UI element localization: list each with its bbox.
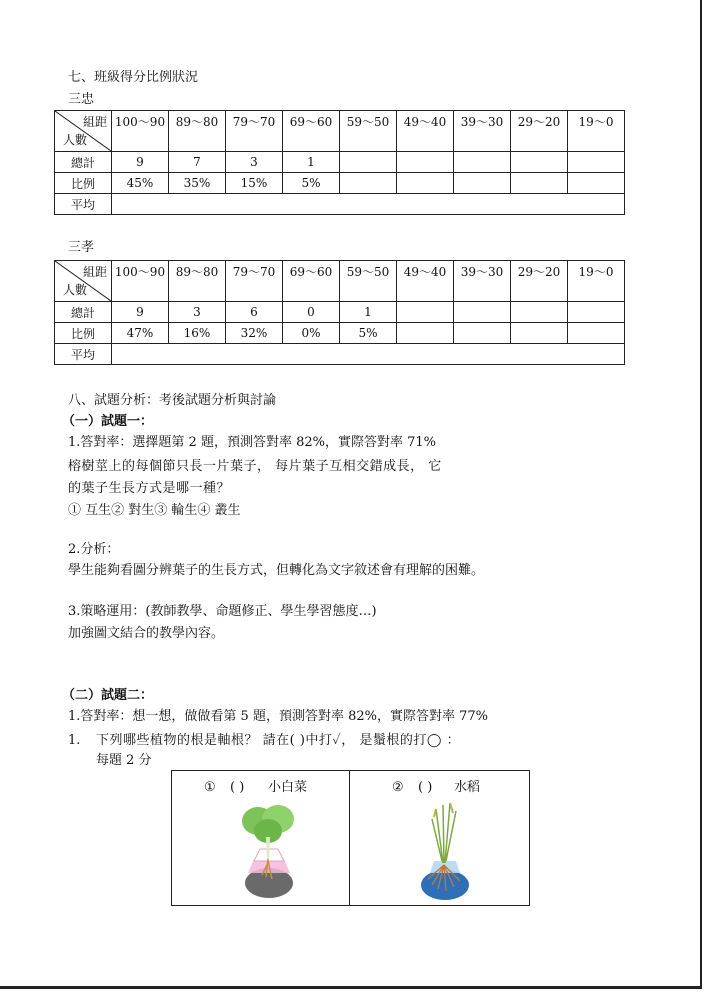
- table-cell: 35%: [169, 173, 226, 194]
- section7-heading: 七、班級得分比例狀況: [68, 70, 199, 85]
- range-header: 89～80: [169, 261, 226, 302]
- cabbage-image: [232, 801, 302, 901]
- range-header: 19～0: [568, 261, 625, 302]
- q1-question-line2: 的葉子生長方式是哪一種？: [68, 481, 231, 496]
- table-header-row: [55, 261, 625, 302]
- range-header: 69～60: [283, 111, 340, 152]
- corner-bottom-label: 人數: [63, 283, 88, 297]
- q1-analysis: 學生能夠看圖分辨葉子的生長方式，但轉化為文字敘述會有理解的困難。: [68, 563, 485, 578]
- table-cell: 5%: [283, 173, 340, 194]
- table-cell: 9: [112, 302, 169, 323]
- rice-plant-image: [410, 801, 480, 901]
- class-name-1: 三忠: [68, 92, 95, 107]
- range-header: 19～0: [568, 111, 625, 152]
- table-cell: 7: [169, 152, 226, 173]
- table-cell: 1: [340, 302, 397, 323]
- table-cell: [454, 152, 511, 173]
- table-cell: [454, 173, 511, 194]
- corner-cell: [55, 261, 112, 302]
- q1-title: （一）試題一：: [62, 414, 154, 429]
- row-label: 總計: [55, 152, 112, 173]
- range-header: 59～50: [340, 261, 397, 302]
- q1-strategy: 加強圖文結合的教學內容。: [68, 626, 225, 641]
- plant-name: 小白菜: [268, 780, 308, 795]
- table-cell: 0: [283, 302, 340, 323]
- table-row: [55, 194, 625, 215]
- q2-question-line1: 下列哪些植物的根是軸根？ 請在( )中打✓， 是鬚根的打◯ ：: [96, 733, 461, 748]
- table-cell: [397, 173, 454, 194]
- table-cell: [397, 152, 454, 173]
- corner-cell: [55, 111, 112, 152]
- table-cell: [511, 173, 568, 194]
- plant-answer-paren[interactable]: ( ): [418, 780, 433, 795]
- range-header: 79～70: [226, 111, 283, 152]
- table-cell: [340, 152, 397, 173]
- q1-strategy-label: 3.策略運用：(教師教學、命題修正、學生學習態度…): [68, 604, 377, 619]
- q2-question-line2: 每題 2 分: [96, 753, 152, 768]
- table-cell: 15%: [226, 173, 283, 194]
- table-cell: [568, 173, 625, 194]
- table-cell: [454, 302, 511, 323]
- row-label: 平均: [55, 194, 112, 215]
- table-cell: 45%: [112, 173, 169, 194]
- grade-table-2: [54, 260, 625, 365]
- range-header: 39～30: [454, 111, 511, 152]
- plant-number: ①: [204, 780, 216, 795]
- plant-cell-2: [350, 771, 529, 905]
- q1-options: ① 互生② 對生③ 輪生④ 叢生: [68, 503, 241, 518]
- table-cell: 5%: [340, 323, 397, 344]
- q1-rate: 1.答對率：選擇題第 2 題，預測答對率 82%，實際答對率 71%: [68, 435, 436, 450]
- range-header: 79～70: [226, 261, 283, 302]
- q2-title: （二）試題二：: [62, 688, 154, 703]
- section8-heading: 八、試題分析：考後試題分析與討論: [68, 393, 277, 408]
- row-label: 平均: [55, 344, 112, 365]
- table-row: [55, 302, 625, 323]
- table-row: [55, 152, 625, 173]
- plant-cell-1: [172, 771, 349, 905]
- range-header: 39～30: [454, 261, 511, 302]
- table-cell: [511, 302, 568, 323]
- plant-image-box: [171, 770, 530, 906]
- table-cell: [568, 302, 625, 323]
- q1-question-line1: 榕樹莖上的每個節只長一片葉子， 每片葉子互相交錯成長， 它: [68, 459, 442, 474]
- row-label: 比例: [55, 323, 112, 344]
- table-cell: 0%: [283, 323, 340, 344]
- plant-name: 水稻: [454, 780, 481, 795]
- table-cell: 1: [283, 152, 340, 173]
- table-row: [55, 173, 625, 194]
- table-cell: [340, 173, 397, 194]
- corner-bottom-label: 人數: [63, 133, 88, 147]
- table-cell: 32%: [226, 323, 283, 344]
- row-label: 總計: [55, 302, 112, 323]
- corner-top-label: 組距: [82, 115, 107, 129]
- range-header: 100～90: [112, 111, 169, 152]
- range-header: 89～80: [169, 111, 226, 152]
- table-cell: 6: [226, 302, 283, 323]
- range-header: 29～20: [511, 261, 568, 302]
- table-cell: [397, 302, 454, 323]
- range-header: 100～90: [112, 261, 169, 302]
- row-label: 比例: [55, 173, 112, 194]
- table-cell: 47%: [112, 323, 169, 344]
- q1-analysis-label: 2.分析：: [68, 542, 120, 557]
- q2-question-num: 1.: [68, 733, 81, 748]
- table-row: [55, 323, 625, 344]
- grade-table-1: [54, 110, 625, 215]
- table-cell: [511, 323, 568, 344]
- range-header: 59～50: [340, 111, 397, 152]
- table-cell: 3: [169, 302, 226, 323]
- class-name-2: 三孝: [68, 240, 95, 255]
- table-cell: [511, 152, 568, 173]
- range-header: 69～60: [283, 261, 340, 302]
- range-header: 29～20: [511, 111, 568, 152]
- table-cell: [397, 323, 454, 344]
- plant-number: ②: [392, 780, 404, 795]
- table-cell: 3: [226, 152, 283, 173]
- q2-rate: 1.答對率：想一想，做做看第 5 題，預測答對率 82%，實際答對率 77%: [68, 709, 488, 724]
- plant-answer-paren[interactable]: ( ): [230, 780, 245, 795]
- table-cell: 16%: [169, 323, 226, 344]
- table-header-row: [55, 111, 625, 152]
- table-cell: [454, 323, 511, 344]
- average-cell: [112, 344, 625, 365]
- table-cell: [568, 323, 625, 344]
- table-row: [55, 344, 625, 365]
- corner-top-label: 組距: [82, 265, 107, 279]
- range-header: 49～40: [397, 261, 454, 302]
- table-cell: [568, 152, 625, 173]
- range-header: 49～40: [397, 111, 454, 152]
- table-cell: 9: [112, 152, 169, 173]
- average-cell: [112, 194, 625, 215]
